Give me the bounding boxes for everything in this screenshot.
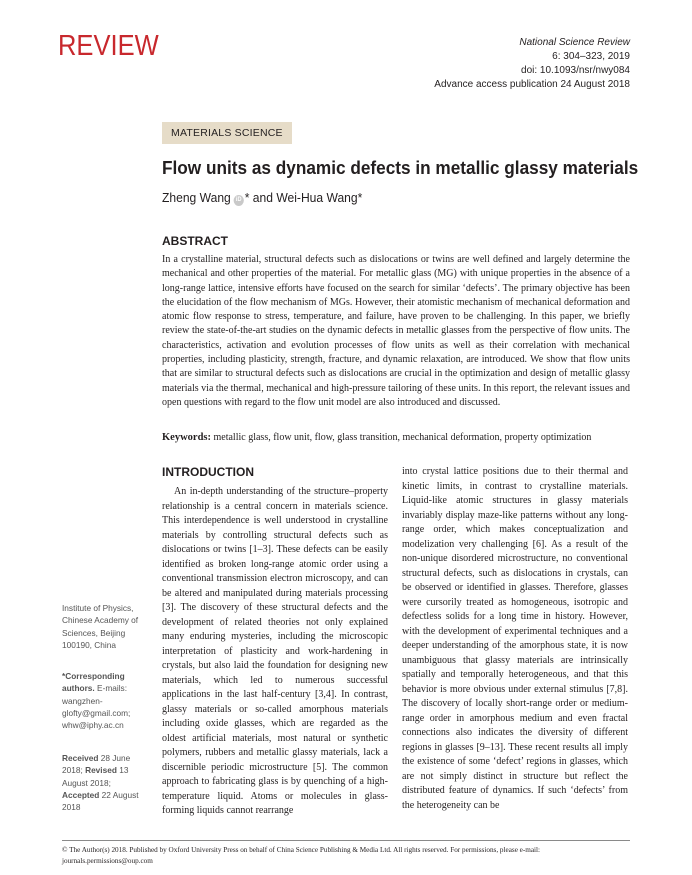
corresponding-authors bbox=[62, 670, 144, 731]
accepted-date: 22 August 2018 bbox=[62, 789, 139, 813]
keywords-text: metallic glass, flow unit, flow, glass transition, mechanical deformation, property optimization bbox=[211, 432, 592, 443]
received-label: Received bbox=[62, 753, 99, 763]
access-date: Advance access publication 24 August 2018 bbox=[434, 79, 630, 90]
corr-emails[interactable]: E-mails: wangzhen-glofty@gmail.com; whw@iphy.ac.cn bbox=[62, 683, 131, 731]
abstract-text: In a crystalline material, structural defects such as dislocations or twins are well defined and largely determine the mechanical and other properties of the material. For metallic glass (MG) with unique properties in the absence of a long-range lattice, intensive efforts have focused on the search for similar ‘defects’. The primary objective has been the elucidation of the flow mechanism of MGs. However, their atomistic mechanism of mechanical deformation and atomic flow response to stress, temperature, and failure, have proven to be challenging. In this paper, we briefly review the state-of-the-art studies on the dynamic defects in metallic glasses from the perspective of flow units. The characteristics, activation and evolution processes of flow units as well as their correlation with mechanical properties, including plasticity, strength, fracture, and dynamic relaxation, are introduced. We show that flow units that are similar to structural defects such as dislocations are crucial in the optimization and design of metallic glassy materials via the thermal, mechanical and high-pressure tailoring of these units. In this report, the relevant issues and open questions with regard to the flow unit model are also introduced and discussed. bbox=[162, 254, 630, 408]
intro-paragraph-right: into crystal lattice positions due to their thermal and kinetic limits, in contrast to crystalline materials. Liquid-like atomic structures in glassy materials invariably display maze-like patterns without any long-range order, which makes conceptualization and modelization very challenging [6]. As a result of the non-unique disordered microstructure, no conventional structural defects, such as dislocations in crystals, can be observed or identified in glasses. Therefore, glasses were cursorily treated as homogeneous, isotropic and defectless solids for a long time in history. However, with the development of experimental techniques and a deeper understanding of the amorphous state, it is now unambiguous that glassy materials are intrinsically spatially and temporally heterogeneous, and that this behavior is more obvious under external stimulus [7,8]. The discovery of locally short-range order or medium-range order in amorphous medium and even fractal connections also indicates the diversity of different regions in glasses [9–13]. These recent results all imply the existence of some ‘defect’ regions in glasses, which are not simply distinct in structure but reflect the distributed feature of dynamics. If such ‘defects’ from the heterogeneity can be bbox=[402, 466, 628, 811]
authors bbox=[162, 190, 362, 206]
review-logo: REVIEW bbox=[58, 30, 159, 62]
corr-label: *Corresponding authors. bbox=[62, 671, 125, 694]
orcid-icon[interactable]: iD bbox=[234, 195, 244, 206]
abstract-heading: ABSTRACT bbox=[162, 234, 228, 248]
volume-pages: 6: 304–323, 2019 bbox=[552, 51, 630, 62]
keywords bbox=[162, 431, 632, 445]
revised-date: 13 August 2018; bbox=[62, 765, 129, 788]
revised-label: Revised bbox=[85, 765, 117, 776]
doi: doi: 10.1093/nsr/nwy084 bbox=[521, 65, 630, 76]
keywords-label: Keywords: bbox=[162, 432, 211, 443]
journal-name: National Science Review bbox=[519, 37, 630, 48]
copyright-footer: © The Author(s) 2018. Published by Oxford University Press on behalf of China Science Publishing & Media Ltd. All rights reserved. For permissions, please e-mail: journals.permissions@oup.com bbox=[62, 846, 541, 865]
section-tag: MATERIALS SCIENCE bbox=[162, 122, 292, 144]
right-column bbox=[402, 465, 628, 813]
received-date: 28 June 2018; bbox=[62, 753, 131, 776]
journal-meta bbox=[434, 36, 630, 92]
footer-divider bbox=[62, 840, 630, 841]
intro-paragraph-left: An in-depth understanding of the structure–property relationship is a central concern in materials science. This interdependence is well understood in crystalline materials by controlling structural defects such as dislocations or twins [1–3]. These defects can be easily identified as broken long-range atomic order using a conventional transmission electron microscopy, and can be altered and manipulated during materials processing [3]. The discovery of these structural defects and the development of related theories not only explained many enduring mysteries, including the microscopic interpretation of plasticity and work-hardening in crystals, but also laid the foundation for designing new materials, which led to numerous successful applications in the last half-century [3,4]. In contrast, glassy materials or so-called amorphous materials including oxide glasses, which are regarded as the oldest artificial materials, most natural or synthetic polymers, rubbers and metallic glassy materials, lack a discernible periodic microstructure [5]. The common approach to fabricating glass is by quenching of a high-temperature liquid. Atoms or molecules in glass-forming liquids cannot rearrange bbox=[162, 486, 388, 816]
affiliation: Institute of Physics, Chinese Academy of Sciences, Beijing 100190, China bbox=[62, 603, 139, 650]
left-column bbox=[162, 485, 388, 819]
accepted-label: Accepted bbox=[62, 789, 100, 800]
author-rest: * and Wei-Hua Wang* bbox=[244, 190, 363, 205]
author-zheng-wang[interactable]: Zheng Wang bbox=[162, 190, 231, 205]
introduction-heading: INTRODUCTION bbox=[162, 465, 254, 479]
article-dates bbox=[62, 752, 144, 813]
article-title: Flow units as dynamic defects in metallic glassy materials bbox=[162, 157, 639, 178]
